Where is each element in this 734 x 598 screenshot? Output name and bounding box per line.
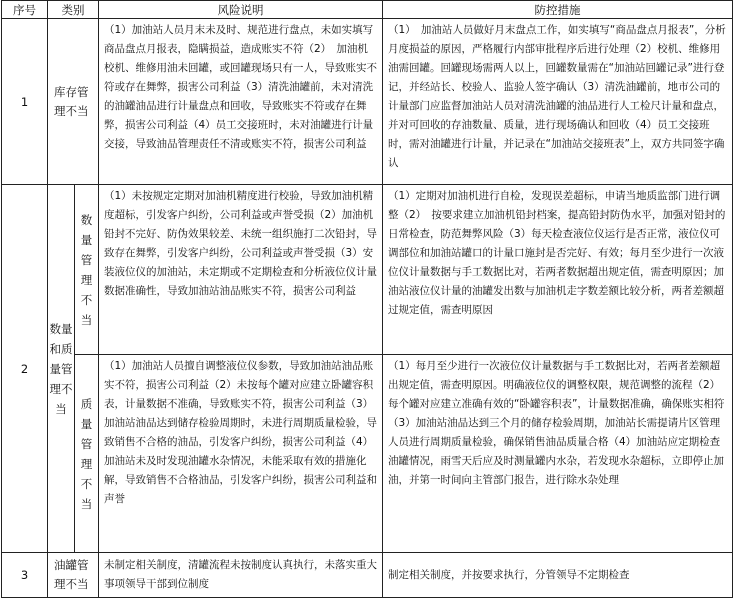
risk-description: （1）加油站人员擅自调整液位仪参数，导致加油站油品账实不符，损害公司利益（2）未按每个罐对应建立卧罐容积表，计量数据不准确，导致账实不符，损害公司利益（3）加油站油品达到储存检验周期时，未进行周期质量检验，导致销售不合格的油品，引发客户纠纷，损害公司利益（4） 加油站未及时发现油罐水杂情况，未能采取有效的措施化解，导致销售不合格油品，引发客户纠纷，损害公司利益和声誉: [99, 355, 383, 553]
header-no: 序号: [2, 1, 48, 19]
risk-control-table: [1, 0, 733, 598]
row-number: 1: [2, 19, 48, 185]
table-row: [2, 553, 733, 598]
table-row: [2, 355, 733, 553]
row-number: 3: [2, 553, 48, 598]
row-number: 2: [2, 185, 48, 553]
control-measure: 制定相关制度，并按要求执行，分管领导不定期检查: [383, 553, 733, 598]
header-measure: 防控措施: [383, 1, 733, 19]
table-row: [2, 19, 733, 185]
control-measure: （1）每月至少进行一次液位仪计量数据与手工数据比对，若两者差额超出规定值，需查明原因。明确液位仪的调整权限，规范调整的流程（2） 每个罐对应建立准确有效的“卧罐容积表”，计量数据准确，确保账实相符（3）加油站油品达到三个月的储存检验周期，加油站长需提请片区管理人员进行周期质量检验，确保销售油品质量合格（4）加油站应定期检查油罐情况，雨雪天后应及时测量罐内水杂，若发现水杂超标，立即停止加油，并第一时间向主管部门报告，进行除水杂处理: [383, 355, 733, 553]
header-risk: 风险说明: [99, 1, 383, 19]
risk-description: （1）未按规定定期对加油机精度进行校验，导致加油机精度超标，引发客户纠纷，公司利益或声誉受损（2）加油机铅封不完好、防伪效果较差、未统一组织施打二次铅封，导致存在舞弊，引发客户纠纷，公司利益或声誉受损（3）安装液位仪的加油站，未定期或不定期检查和分析液位仪计量数据准确性，导致加油站油品账实不符，损害公司利益: [99, 185, 383, 355]
sub-category: 数量管理不当: [75, 185, 99, 355]
row-category: 库存管理不当: [48, 19, 99, 185]
table-row: [2, 185, 733, 355]
table-header-row: [2, 1, 733, 19]
risk-description: （1）加油站人员月末未及时、规范进行盘点，未如实填写商品盘点月报表，隐瞒损益，造成账实不符（2） 加油机校机、维修用油未回罐，或回罐现场只有一人，导致账实不符或存在舞弊，损害公司利益（3）清洗油罐前，未对清洗的油罐油品进行计量盘点和回收，导致账实不符或存在舞弊，损害公司利益（4）员工交接班时，未对油罐进行计量交接，导致油品管理责任不清或账实不符，损害公司利益: [99, 19, 383, 185]
row-category: 油罐管理不当: [48, 553, 99, 598]
risk-description: 未制定相关制度，清罐流程未按制度认真执行，未落实重大事项领导干部到位制度: [99, 553, 383, 598]
control-measure: （1） 加油站人员做好月末盘点工作，如实填写“商品盘点月报表”，分析月度损益的原因，严格履行内部审批程序后进行处理（2）校机、维修用油需回罐。回罐现场需两人以上，回罐数量需在“加油站回罐记录”进行登记，并经站长、校验人、监验人签字确认（3）清洗油罐前，地市公司的计量部门应监督加油站人员对清洗油罐的油品进行人工检尺计量和盘点，并对可回收的存油数量、质量，进行现场确认和回收（4）员工交接班时，需对油罐进行计量，并记录在“加油站交接班表”上，双方共同签字确认: [383, 19, 733, 185]
sub-category: 质量管理不当: [75, 355, 99, 553]
control-measure: （1）定期对加油机进行自检，发现误差超标，申请当地质监部门进行调整（2） 按要求建立加油机铅封档案，提高铅封防伪水平，加强对铅封的日常检查，防范舞弊风险（3）每天检查液位仪运行是否正常，液位仪可调部位和加油站罐口的计量口施封是否完好、有效；每月至少进行一次液位仪计量数据与手工数据比对，若两者数据超出规定值，需查明原因；加油站液位仪计量的油罐发出数与加油机走字数差额比较分析，两者差额超过规定值，需查明原因: [383, 185, 733, 355]
header-category: 类别: [48, 1, 99, 19]
row-category: 数量和质量管理不当: [48, 185, 75, 553]
